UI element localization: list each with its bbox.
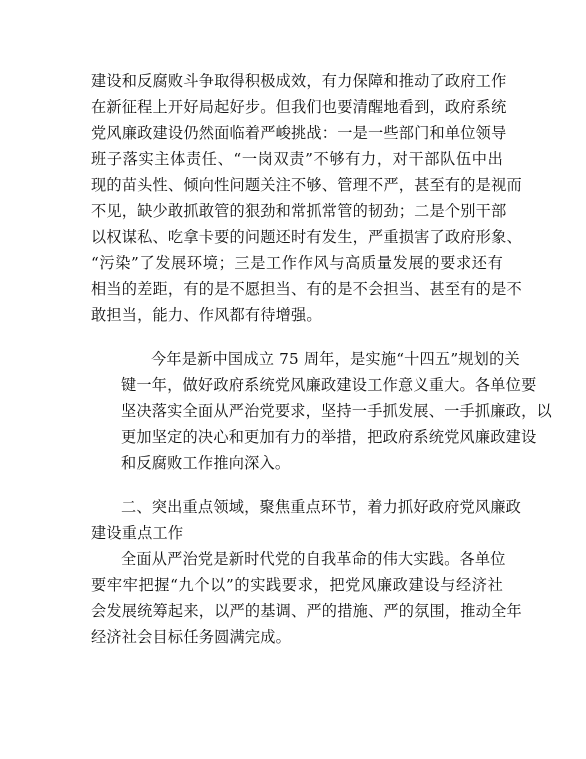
- text-line: 经济社会目标任务圆满完成。: [91, 628, 292, 646]
- text-line: 相当的差距，有的是不愿担当、有的是不会担当、甚至有的是不: [91, 280, 522, 298]
- heading-line: 建设重点工作: [91, 524, 184, 542]
- text-line: 和反腐败工作推向深入。: [121, 454, 291, 472]
- text-line: 不见，缺少敢抓敢管的狠劲和常抓常管的韧劲；二是个别干部: [91, 202, 507, 220]
- text-line: 班子落实主体责任、“一岗双责”不够有力，对干部队伍中出: [91, 150, 503, 168]
- text-line: 党风廉政建设仍然面临着严峻挑战：一是一些部门和单位领导: [91, 124, 507, 142]
- paragraph-3: [91, 546, 522, 650]
- section-heading-2: [91, 494, 522, 546]
- text-line: 敢担当，能力、作风都有待增强。: [91, 306, 322, 324]
- text-line: 以权谋私、吃拿卡要的问题还时有发生，严重损害了政府形象、: [91, 228, 522, 246]
- text-line: 键一年，做好政府系统党风廉政建设工作意义重大。各单位要: [121, 376, 537, 394]
- text-line: “污染”了发展环境；三是工作作风与高质量发展的要求还有: [91, 254, 503, 272]
- text-line: 今年是新中国成立 75 周年，是实施“十四五”规划的关: [151, 350, 520, 368]
- paragraph-2: [91, 346, 552, 476]
- text-line: 在新征程上开好局起好步。但我们也要清醒地看到，政府系统: [91, 98, 507, 116]
- text-line: 全面从严治党是新时代党的自我革命的伟大实践。各单位: [121, 550, 506, 568]
- text-line: 更加坚定的决心和更加有力的举措，把政府系统党风廉政建设: [121, 428, 537, 446]
- text-line: 坚决落实全面从严治党要求，坚持一手抓发展、一手抓廉政，以: [121, 402, 552, 420]
- paragraph-1: [91, 68, 522, 328]
- text-line: 建设和反腐败斗争取得积极成效，有力保障和推动了政府工作: [91, 72, 507, 90]
- heading-line: 二、突出重点领域，聚焦重点环节，着力抓好政府党风廉政: [121, 498, 522, 516]
- text-line: 要牢牢把握“九个以”的实践要求，把党风廉政建设与经济社: [91, 576, 503, 594]
- text-line: 会发展统筹起来，以严的基调、严的措施、严的氛围，推动全年: [91, 602, 522, 620]
- text-line: 现的苗头性、倾向性问题关注不够、管理不严，甚至有的是视而: [91, 176, 522, 194]
